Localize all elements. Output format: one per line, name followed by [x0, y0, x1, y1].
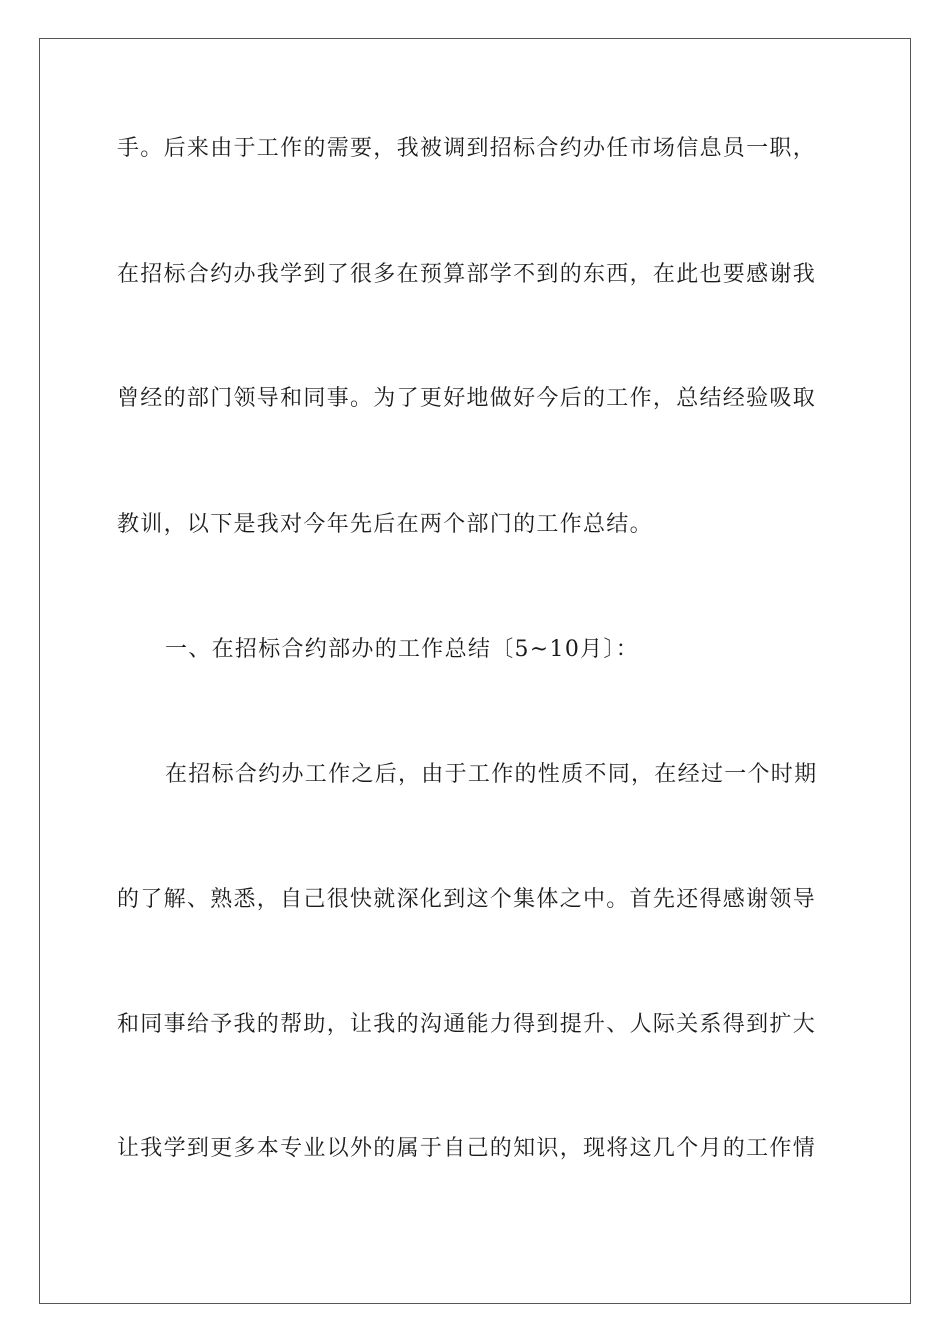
body-text-line: 和同事给予我的帮助，让我的沟通能力得到提升、人际关系得到扩大 — [117, 1012, 817, 1037]
page-border — [39, 38, 911, 1304]
body-text-line: 教训，以下是我对今年先后在两个部门的工作总结。 — [117, 512, 653, 537]
body-text-line: 在招标合约办我学到了很多在预算部学不到的东西，在此也要感谢我 — [117, 262, 817, 287]
paragraph-first-line: 在招标合约办工作之后，由于工作的性质不同，在经过一个时期 — [165, 762, 818, 787]
body-text-line: 让我学到更多本专业以外的属于自己的知识，现将这几个月的工作情 — [117, 1136, 817, 1161]
section-heading: 一、在招标合约部办的工作总结〔5~10月〕： — [165, 637, 640, 662]
body-text-line: 的了解、熟悉，自己很快就深化到这个集体之中。首先还得感谢领导 — [117, 887, 817, 912]
body-text-line: 手。后来由于工作的需要，我被调到招标合约办任市场信息员一职， — [117, 136, 817, 161]
body-text-line: 曾经的部门领导和同事。为了更好地做好今后的工作，总结经验吸取 — [117, 386, 817, 411]
